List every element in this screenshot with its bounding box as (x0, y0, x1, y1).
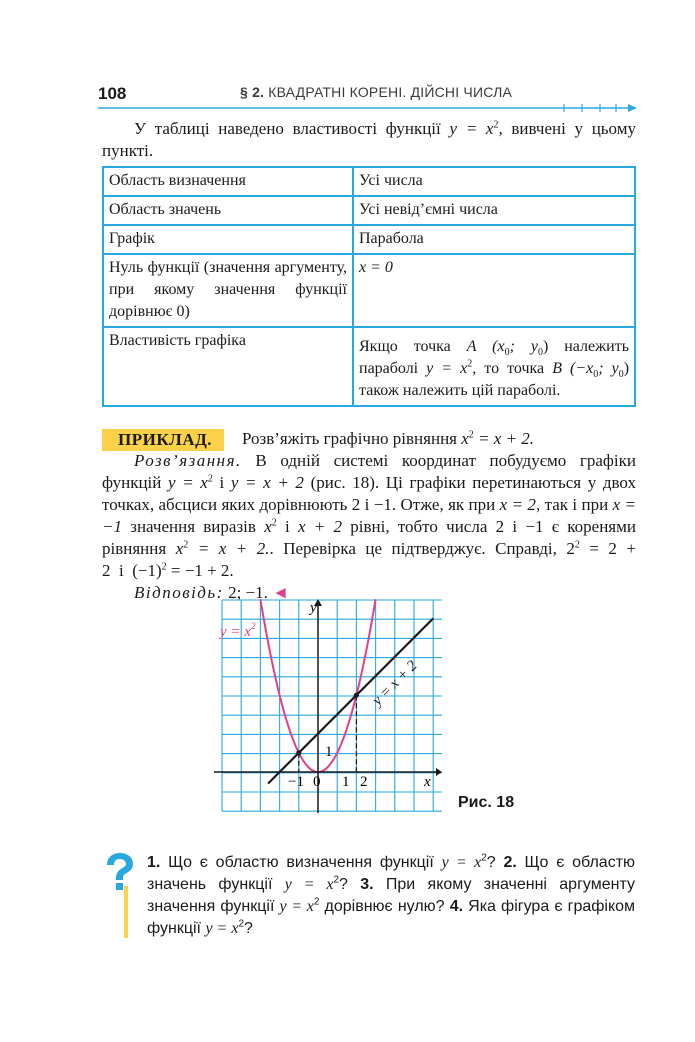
page-number: 108 (98, 84, 127, 103)
figure-18-graph (212, 598, 442, 813)
figure-caption: Рис. 18 (458, 794, 515, 811)
line-graph (268, 618, 433, 783)
review-questions: 1. Що є областю визначення функції $y = x^2$? 2. Що є областю значень функції $y = x^2$? 3. При якому значенні аргументу значення функції $y = x^2$ дорівнює нулю? 4. Яка фігура є графіком функції $y = x^2$? (147, 852, 636, 937)
example-solution: Розв’язання. В одній системі координат побудуємо графіки функцій $y = x^2$ і y = x + 2 (рис. 18). Ці графіки перетинаються у двох точках, абсциси яких дорівнюють 2 і −1. Отже, як при x = 2, так і при x = −1 значення виразів $x^2$ і x + 2 рівні, тобто числа 2 і −1 є коренями рівняння $x^2 = x + 2$.. Перевірка це підтверджує. Справді, $2^2 = 2 + 2$ і $(-1)^2 = -1 + 2$. (102, 451, 636, 580)
running-head (240, 84, 512, 100)
property-cell: Область значень (103, 196, 353, 225)
line-label: y = x + 2 (369, 657, 421, 709)
tick-label-y-one: 1 (325, 744, 333, 760)
x-axis-arrow (436, 768, 442, 776)
header-arrow-rule (98, 104, 638, 114)
table-row (103, 225, 635, 254)
function-properties-table (102, 166, 636, 407)
chapter-title: КВАДРАТНІ КОРЕНІ. ДІЙСНІ ЧИСЛА (268, 84, 512, 100)
table-row (103, 167, 635, 196)
example-answer: Відповідь: 2; −1. ◄ (134, 583, 289, 602)
property-cell: Властивість графіка (103, 327, 353, 406)
y-axis-label: y (310, 600, 317, 616)
x-axis-label: x (424, 774, 431, 790)
tick-label-zero: 0 (313, 774, 321, 790)
example-badge: ПРИКЛАД. (102, 429, 224, 451)
property-cell: Нуль функції (значення аргументу, при якому значення функції дорівнює 0) (103, 254, 353, 327)
value-cell: x = 0 (353, 254, 635, 327)
value-cell: Якщо точка A ($x_0$; $y_0$) належить параболі $y = x^2$, то точка B ($-x_0$; $y_0$) також належить цій параболі. (353, 327, 635, 406)
property-cell: Область визначення (103, 167, 353, 196)
value-cell: Усі невід’ємні числа (353, 196, 635, 225)
section-number: § 2. (240, 84, 265, 100)
intersection-point-left (296, 750, 301, 755)
intro-paragraph: У таблиці наведено властивості функції $y = x^2$, вивчені у цьому пункті. (102, 119, 636, 160)
table-row (103, 254, 635, 327)
parabola-label: $y = x^2$ (220, 621, 256, 640)
value-cell: Усі числа (353, 167, 635, 196)
example-task: Розв’яжіть графічно рівняння $x^2 = x + 2$. (242, 429, 535, 448)
intersection-point-right (354, 693, 359, 698)
tick-label-two: 2 (360, 774, 368, 790)
tick-label-minus-one: −1 (288, 774, 304, 790)
question-side-bar (124, 886, 128, 938)
question-icon (104, 852, 136, 892)
table-row (103, 327, 635, 406)
end-of-example-mark: ◄ (272, 583, 289, 602)
example-block (102, 428, 636, 604)
tick-label-one: 1 (342, 774, 350, 790)
coordinate-grid (222, 600, 442, 811)
value-cell: Парабола (353, 225, 635, 254)
table-row (103, 196, 635, 225)
property-cell: Графік (103, 225, 353, 254)
